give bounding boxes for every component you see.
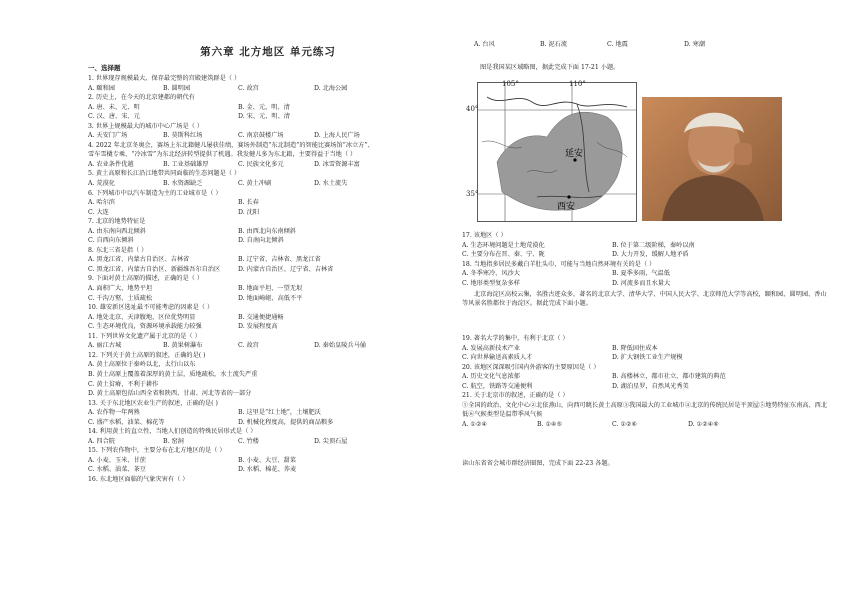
option-c: C. 黄土冲刷 — [238, 180, 272, 188]
option-row — [88, 456, 374, 466]
option-row — [88, 179, 374, 189]
option-row — [462, 382, 832, 392]
option-row — [88, 208, 374, 218]
option-b: B. 黄果树瀑布 — [163, 342, 203, 350]
option-pair: C. 自西向东倾斜 — [88, 237, 134, 245]
option-pair: D. 沈阳 — [238, 208, 260, 216]
option-row — [88, 103, 374, 113]
option-row — [462, 344, 832, 354]
yanan-dot — [573, 158, 576, 161]
option-pair: D. 扩大钢铁工业生产规模 — [612, 354, 683, 362]
option-row — [88, 198, 374, 208]
option-pair: A. 冬季寒冷、风沙大 — [462, 270, 520, 278]
option-row — [462, 372, 832, 382]
option-row — [88, 84, 374, 94]
option-d: D. 冰雪资源丰富 — [314, 160, 360, 168]
option-row — [88, 322, 374, 332]
option-pair: D. 湖泊星罗，自然风光秀美 — [612, 382, 689, 390]
option-a: A. ①②④ — [462, 421, 488, 428]
option-pair: C. 千沟万壑、土质疏松 — [88, 294, 153, 302]
option-pair: D. 发展程度高 — [238, 323, 278, 331]
question-line: 4. 2022 年北京冬奥会，赛场上东北籍健儿屡获佳绩，赛场外制造“东北制造”的智能比赛场馆“冰立方”、 — [88, 141, 374, 149]
option-b: B. ①④⑤ — [537, 421, 563, 428]
option-b: B. 圆明园 — [163, 84, 191, 92]
intro-19-20: 北京海淀区高校云集，名胜古迹众多，著名的北京大学、清华大学、中国人民大学、北京师范大学等高校，颐和园、圆明园、香山等风景名胜都位于海淀区。据此完成下面小题。 — [462, 291, 827, 308]
option-pair: B. 这里是“红土地”，土壤肥沃 — [238, 409, 321, 417]
option-pair: A. 黑龙江省、内蒙古自治区、吉林省 — [88, 256, 190, 264]
option-row — [462, 241, 832, 251]
option-c: C. 民族文化多元 — [238, 160, 284, 168]
option-b: B. 莫斯科红场 — [163, 132, 203, 140]
question-line: 2. 历史上，在今天的北京建都的朝代有 — [88, 94, 195, 102]
question-line: 20. 该地区深深吸引国内外游客的主要原因是（ ） — [462, 363, 600, 371]
option-pair: C. 地形类型复杂多样 — [462, 279, 520, 287]
option-pair: B. 交通便捷通畅 — [238, 313, 284, 321]
questions-17-18 — [462, 231, 832, 288]
question-line: 3. 世界上规模最大的城市中心广场是（ ） — [88, 122, 204, 130]
option-row — [88, 236, 374, 246]
page-title: 第六章 北方地区 单元练习 — [200, 46, 336, 58]
option-b: B. 水资源缺乏 — [163, 180, 203, 188]
question-line: 12. 下列关于黄土高原的叙述，正确的是( ) — [88, 351, 206, 359]
question-line: C. 黄土贫瘠，不利于耕作 — [88, 380, 159, 388]
question-line: 雪车雪橇专乘，“冷冰雪”为东北经济转型提供了机遇。我发健儿多为东北籍，主要得益于当地（ ） — [88, 151, 357, 159]
option-row — [88, 112, 374, 122]
question-line: 21. 关于北京市的叙述，正确的是（ ） — [462, 392, 569, 400]
farmer-photo — [642, 97, 782, 221]
option-row — [88, 227, 374, 237]
question-line: 19. 著名大学的集中，有利于北京（ ） — [462, 335, 569, 342]
question-line: 1. 世界现存规模最大、保存最完整的宫殿建筑群是（ ） — [88, 75, 241, 82]
option-pair: D. 水稻、棉花、荞麦 — [238, 466, 297, 474]
option-pair: B. 地面平坦、一望无垠 — [238, 285, 303, 293]
option-d: D. 秦始皇陵兵马俑 — [314, 342, 366, 350]
question-line: 14. 利用黄土的直立性，当地人们创造的特殊民居形式是（ ） — [88, 428, 257, 436]
option-d: D. 尖顶石屋 — [314, 437, 348, 445]
option-row — [88, 131, 374, 141]
option-c: C. 南京鼓楼广场 — [238, 132, 284, 140]
option-a: A. 荒漠化 — [88, 180, 115, 188]
option-c: C. 故宫 — [238, 342, 259, 350]
option-pair: A. 唐、未、元、明 — [88, 103, 140, 111]
option-pair: B. 高楼林立，都市社立，都市建筑的典范 — [612, 373, 726, 381]
option-pair: B. 长春 — [238, 199, 259, 207]
q21-options — [462, 420, 832, 430]
option-a: A. 天安门广场 — [88, 132, 128, 140]
option-pair: C. 主要分布在晋、秦、宁、陇 — [462, 251, 545, 259]
option-row — [88, 465, 374, 475]
questions-19-21 — [462, 334, 832, 401]
question-line: 17. 该地区（ ） — [462, 232, 507, 239]
xian-dot — [567, 195, 570, 198]
question-line: 8. 东北三省是指（ ） — [88, 246, 148, 254]
option-c: C. ①②⑥ — [612, 421, 638, 428]
option-pair: B. 位于第二级阶梯，秦岭以南 — [612, 241, 695, 249]
option-d: D. ①②④⑥ — [688, 421, 719, 428]
option-pair: B. 小麦、大豆、甜菜 — [238, 456, 296, 464]
option-pair: A. 生态环境问题是土地荒漠化 — [462, 241, 545, 249]
question-line: 9. 下面对黄土高原的描述，正确的是（ ） — [88, 275, 204, 283]
option-c: C. 地震 — [607, 41, 628, 48]
option-pair: D. 大力开发，缓解人地矛盾 — [612, 251, 689, 259]
hand — [734, 143, 752, 165]
option-row — [462, 420, 832, 430]
q16-options — [462, 40, 832, 50]
q21-stem: ①全国的政治、文化中心②北依燕山，向西可眺长黄土高原③我国最大的工业城市④北京的传统民居是平顶屋⑤地势特征东南高、西北低⑥气候类型是温带季风气候 — [462, 402, 828, 419]
question-line: 13. 关于东北地区农业生产的叙述，正确的是( ) — [88, 399, 218, 407]
option-pair: B. 辽宁省、吉林省、黑龙江省 — [238, 256, 321, 264]
option-row — [462, 40, 832, 50]
question-line: A. 黄土高原位于秦岭以北，太行山以东 — [88, 361, 196, 369]
option-row — [88, 284, 374, 294]
option-row — [88, 313, 374, 323]
option-pair: B. 夏季多雨，气温低 — [612, 270, 670, 278]
question-line: B. 黄土高原上覆盖着深厚的黄土层，质地疏松，水土流失严重 — [88, 370, 258, 378]
option-row — [88, 265, 374, 275]
section-heading: 一、选择题 — [88, 64, 121, 72]
option-pair: A. 小麦、玉米、甘蔗 — [88, 456, 146, 464]
question-line: 6. 下列城市中以汽车制造为主的工业城市是（ ） — [88, 189, 222, 197]
option-pair: A. 哈尔滨 — [88, 199, 115, 207]
option-row — [462, 279, 832, 289]
option-pair: D. 机械化程度高，提供的商品粮多 — [238, 418, 334, 426]
option-pair: A. 面积广大、地势平坦 — [88, 285, 153, 293]
option-row — [88, 341, 374, 351]
option-d: D. 上海人民广场 — [314, 132, 360, 140]
question-line: 15. 下列农作物中，主要分布在北方地区的是（ ） — [88, 447, 226, 455]
option-pair: C. 水稻、油菜、茶豆 — [88, 466, 146, 474]
intro-17-21: 图是我国某区域略图，据此完成下面 17-21 小题。 — [480, 64, 620, 71]
question-line: 11. 下列世界文化遗产属于北京的是（ ） — [88, 332, 201, 340]
option-row — [88, 437, 374, 447]
option-b: B. 工业基础雄厚 — [163, 160, 209, 168]
option-c: C. 竹楼 — [238, 437, 259, 445]
option-pair: C. 盛产水稻、油菜、棉花等 — [88, 418, 165, 426]
option-a: A. 农业条件优越 — [88, 160, 134, 168]
lon-label-110: 110° — [569, 80, 586, 88]
city-label-xian: 西安 — [557, 201, 576, 211]
option-pair: C. 大连 — [88, 208, 109, 216]
option-c: C. 故宫 — [238, 84, 259, 92]
option-pair: D. 内蒙古自治区、辽宁省、吉林省 — [238, 265, 334, 273]
question-line: 7. 北京的地势特征是 — [88, 218, 146, 226]
option-pair: C. 生态环境优良，资源环境承载能力较强 — [88, 323, 202, 331]
city-label-yanan: 延安 — [565, 148, 584, 158]
option-a: A. 颐和园 — [88, 84, 115, 92]
option-b: B. 泥石流 — [540, 41, 568, 48]
option-pair: A. 农作物一年两熟 — [88, 409, 140, 417]
option-a: A. 四合院 — [88, 437, 115, 445]
option-pair: B. 降低固住成本 — [612, 344, 658, 352]
lat-label-40: 40° — [466, 105, 479, 113]
region-map — [477, 82, 637, 222]
lat-label-35: 35° — [466, 190, 479, 198]
option-row — [88, 255, 374, 265]
option-d: D. 水土流失 — [314, 180, 348, 188]
option-pair: A. 发展高新技术产业 — [462, 344, 520, 352]
option-pair: C. 黑龙江省、内蒙古自治区、新疆维吾尔自治区 — [88, 265, 221, 273]
option-a: A. 台风 — [474, 41, 495, 48]
option-pair: B. 金、元、明、清 — [238, 103, 290, 111]
option-pair: B. 由西北向东南倾斜 — [238, 227, 296, 235]
question-line: 16. 东北地区面临的气象灾害有（ ） — [88, 475, 189, 483]
question-list-left — [88, 74, 374, 485]
option-d: D. 寒潮 — [684, 41, 706, 48]
option-row — [88, 294, 374, 304]
question-line: 18. 当地指多居民多戴白羊肚头巾，可能与当地自然环境有关的是（ ） — [462, 260, 656, 268]
lon-label-105: 105° — [502, 80, 519, 88]
option-row — [462, 269, 832, 279]
option-row — [462, 353, 832, 363]
option-row — [88, 408, 374, 418]
option-pair: D. 自南向北倾斜 — [238, 237, 284, 245]
option-pair: D. 宋、元、明、清 — [238, 113, 290, 121]
option-pair: D. 河流多而且水量大 — [612, 279, 671, 287]
option-row — [88, 160, 374, 170]
option-pair: C. 航空，铁路等交通便利 — [462, 382, 533, 390]
option-pair: A. 地处北京、天津腹地，区位优势明显 — [88, 313, 196, 321]
question-line: D. 黄土高原包括山西全省和陕西、甘肃、河北等省的一部分 — [88, 390, 252, 398]
question-line: 10. 雄安新区选址最不可能考虑的因素是（ ） — [88, 304, 214, 312]
option-d: D. 北海公园 — [314, 84, 348, 92]
option-pair: C. 汉、唐、宋、元 — [88, 113, 140, 121]
option-pair: A. 历史文化气息浓郁 — [462, 373, 520, 381]
option-a: A. 丽江古城 — [88, 342, 122, 350]
option-row — [88, 418, 374, 428]
intro-22-23: 读山东省省会城市群经济圈图，完成下面 22-23 各题。 — [462, 460, 614, 467]
option-pair: D. 地面崎岖、高低不平 — [238, 294, 303, 302]
question-line: 5. 黄土高原和长江沿江地带共同面临的生态问题是（ ） — [88, 170, 241, 178]
option-pair: C. 向世界输送高素质人才 — [462, 354, 533, 362]
option-pair: A. 由东南向西北倾斜 — [88, 227, 146, 235]
option-row — [462, 250, 832, 260]
option-b: B. 窑洞 — [163, 437, 184, 445]
